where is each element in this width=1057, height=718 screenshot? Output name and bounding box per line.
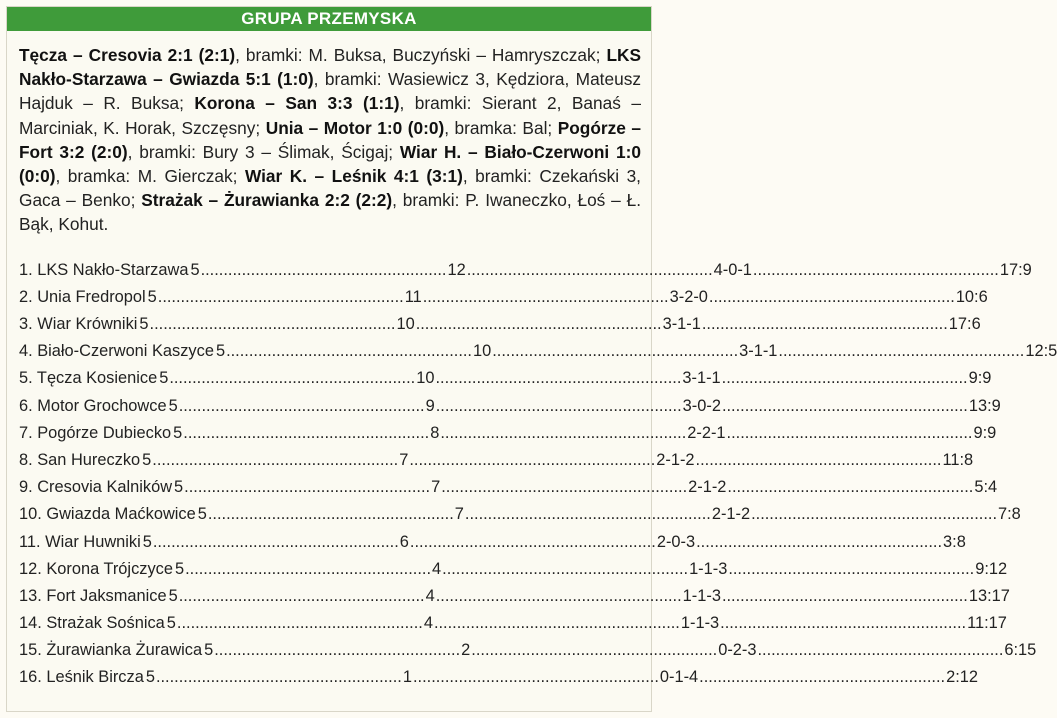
table-row (19, 447, 974, 474)
leader-dots (751, 501, 997, 528)
points: 10 (416, 369, 435, 388)
match-scorers: , bramki: Bury 3 – Ślimak, Ścigaj; (127, 141, 400, 162)
match-scorers: , bramki: Czekański 3, Gaca – Benko; (19, 166, 641, 211)
win-draw-loss: 1-1-3 (689, 559, 728, 578)
leader-dots (434, 610, 680, 637)
leader-dots (435, 365, 681, 392)
points: 7 (454, 505, 464, 524)
table-row (19, 393, 1001, 420)
team-stats (204, 637, 1036, 664)
points: 4 (432, 559, 442, 578)
team-stats (175, 556, 1007, 583)
team-name: 16. Leśnik Bircza (19, 668, 144, 687)
win-draw-loss: 0-2-3 (718, 641, 757, 660)
games-played: 5 (168, 586, 178, 605)
team-name: 3. Wiar Krówniki (19, 315, 138, 333)
goal-ratio: 7:8 (998, 505, 1021, 524)
match-score: Korona – San 3:3 (1:1) (194, 93, 400, 114)
games-played: 5 (145, 668, 155, 687)
team-name: 6. Motor Grochowce (19, 396, 167, 415)
games-played: 5 (166, 614, 176, 633)
goal-ratio: 10:6 (955, 287, 988, 306)
table-row (19, 529, 966, 556)
points: 10 (396, 315, 415, 333)
points: 2 (461, 641, 471, 660)
win-draw-loss: 3-2-0 (669, 287, 708, 306)
points: 4 (425, 586, 435, 605)
leader-dots (179, 393, 425, 420)
leader-dots (722, 583, 968, 610)
match-scorers: , bramki: M. Buksa, Buczyński – Hamryszczak; (235, 45, 607, 65)
games-played: 5 (215, 342, 226, 361)
match-results-paragraph (7, 31, 651, 243)
team-stats (139, 311, 980, 338)
leader-dots (442, 556, 688, 583)
leader-dots (169, 365, 415, 392)
team-stats (198, 501, 1021, 528)
goal-ratio: 9:12 (975, 559, 1008, 578)
team-stats (143, 529, 966, 556)
leader-dots (185, 556, 431, 583)
goal-ratio: 9:9 (973, 423, 997, 442)
leader-dots (702, 311, 948, 338)
win-draw-loss: 0-1-4 (659, 668, 699, 687)
match-score: Strażak – Żurawianka 2:2 (2:2) (141, 190, 393, 211)
win-draw-loss: 4-0-1 (713, 260, 752, 279)
games-played: 5 (204, 641, 214, 660)
win-draw-loss: 3-1-1 (682, 369, 721, 388)
points: 12 (447, 260, 466, 279)
win-draw-loss: 2-2-1 (687, 423, 726, 442)
table-row (19, 284, 988, 311)
team-stats (173, 420, 996, 447)
leader-dots (727, 474, 973, 501)
leader-dots (416, 311, 662, 338)
points: 1 (402, 668, 412, 687)
leader-dots (226, 338, 472, 365)
team-name: 5. Tęcza Kosienice (19, 369, 158, 388)
table-row (19, 365, 992, 392)
games-played: 5 (139, 315, 149, 333)
leader-dots (436, 393, 682, 420)
table-row (19, 583, 1010, 610)
goal-ratio: 12:5 (1025, 342, 1057, 361)
leader-dots (440, 420, 686, 447)
leader-dots (208, 501, 454, 528)
leader-dots (722, 393, 968, 420)
team-name: 7. Pogórze Dubiecko (19, 423, 172, 442)
leader-dots (413, 664, 659, 691)
leader-dots (441, 474, 687, 501)
leader-dots (492, 338, 738, 365)
leader-dots (201, 257, 447, 284)
leader-dots (214, 637, 460, 664)
leader-dots (471, 637, 717, 664)
table-row (19, 501, 1021, 528)
points: 4 (423, 614, 433, 633)
match-score: Wiar K. – Leśnik 4:1 (3:1) (244, 166, 463, 187)
leader-dots (709, 284, 955, 311)
match-score: Tęcza – Cresovia 2:1 (2:1) (19, 45, 236, 65)
goal-ratio: 11:8 (942, 450, 974, 469)
leader-dots (179, 583, 425, 610)
team-name: 4. Biało-Czerwoni Kaszyce (19, 342, 214, 361)
table-row (19, 556, 1008, 583)
article-box (6, 6, 1057, 712)
section-header (7, 7, 651, 31)
table-row (19, 664, 978, 691)
table-row (19, 474, 998, 501)
team-stats (216, 338, 1057, 365)
team-name: 14. Strażak Sośnica (19, 614, 165, 633)
team-name: 2. Unia Fredropol (19, 287, 146, 306)
match-score: Unia – Motor 1:0 (0:0) (265, 117, 445, 138)
match-scorers: , bramki: Sierant 2, Banaś – Marciniak, K. Horak, Szczęsny; (19, 93, 641, 138)
team-stats (148, 284, 988, 311)
games-played: 5 (168, 396, 178, 415)
team-name: 10. Gwiazda Maćkowice (19, 505, 196, 524)
leader-dots (436, 583, 682, 610)
win-draw-loss: 2-1-2 (688, 478, 727, 497)
games-played: 5 (173, 423, 183, 442)
points: 7 (399, 450, 409, 469)
team-stats (142, 447, 973, 474)
points: 8 (430, 423, 440, 442)
goal-ratio: 2:12 (946, 668, 978, 687)
games-played: 5 (174, 559, 185, 578)
table-row (19, 637, 1037, 664)
win-draw-loss: 3-1-1 (739, 342, 778, 361)
goal-ratio: 17:6 (948, 315, 981, 333)
leader-dots (423, 284, 669, 311)
section-title: GRUPA PRZEMYSKA (241, 9, 417, 28)
points: 10 (473, 342, 492, 361)
leader-dots (757, 637, 1003, 664)
leader-dots (158, 284, 404, 311)
leader-dots (183, 420, 429, 447)
games-played: 5 (159, 369, 169, 388)
match-scorers: , bramki: P. Iwaneczko, Łoś – Ł. Bąk, Kohut. (19, 190, 642, 235)
games-played: 5 (142, 450, 152, 469)
team-name: 12. Korona Trójczyce (19, 559, 173, 578)
leader-dots (696, 529, 942, 556)
team-name: 15. Żurawianka Żurawica (19, 641, 203, 660)
team-name: 1. LKS Nakło-Starzawa (19, 260, 189, 279)
table-row (19, 338, 1057, 365)
games-played: 5 (174, 478, 184, 497)
match-score: Wiar H. – Biało-Czerwoni 1:0 (0:0) (19, 141, 641, 187)
win-draw-loss: 3-0-2 (682, 396, 721, 415)
leader-dots (156, 664, 402, 691)
leader-dots (699, 664, 945, 691)
leader-dots (465, 501, 711, 528)
table-row (19, 257, 1032, 284)
match-score: LKS Nakło-Starzawa – Gwiazda 5:1 (1:0) (19, 45, 641, 90)
team-stats (146, 664, 978, 691)
games-played: 5 (142, 532, 152, 551)
points: 7 (431, 478, 441, 497)
leader-dots (409, 447, 655, 474)
points: 9 (425, 396, 435, 415)
win-draw-loss: 2-1-2 (656, 450, 695, 469)
win-draw-loss: 2-1-2 (711, 505, 751, 524)
match-score: Pogórze – Fort 3:2 (2:0) (19, 117, 641, 162)
match-scorers: , bramki: Wasiewicz 3, Kędziora, Mateusz Hajduk – R. Buksa; (19, 69, 641, 114)
win-draw-loss: 2-0-3 (656, 532, 696, 551)
goal-ratio: 3:8 (943, 532, 966, 551)
leader-dots (184, 474, 430, 501)
standings-table (7, 257, 1057, 692)
leader-dots (152, 447, 398, 474)
games-played: 5 (147, 287, 157, 306)
games-played: 5 (197, 505, 207, 524)
goal-ratio: 11:17 (967, 614, 1007, 633)
team-name: 9. Cresovia Kalników (19, 478, 173, 497)
points: 6 (399, 532, 409, 551)
team-stats (159, 365, 991, 392)
leader-dots (778, 338, 1024, 365)
team-stats (167, 610, 1007, 637)
team-stats (169, 393, 1001, 420)
goal-ratio: 17:9 (999, 260, 1032, 279)
leader-dots (410, 529, 656, 556)
leader-dots (720, 610, 966, 637)
table-row (19, 610, 1007, 637)
leader-dots (727, 420, 973, 447)
leader-dots (150, 311, 396, 338)
leader-dots (467, 257, 713, 284)
match-scorers: , bramka: M. Gierczak; (55, 166, 245, 187)
team-stats (174, 474, 997, 501)
team-name: 11. Wiar Huwniki (19, 532, 141, 551)
win-draw-loss: 3-1-1 (662, 315, 701, 333)
goal-ratio: 9:9 (968, 369, 992, 388)
leader-dots (722, 365, 968, 392)
leader-dots (728, 556, 974, 583)
leader-dots (696, 447, 942, 474)
points: 11 (404, 287, 422, 306)
games-played: 5 (190, 260, 200, 279)
team-name: 8. San Hureczko (19, 450, 141, 469)
team-name: 13. Fort Jaksmanice (19, 586, 167, 605)
leader-dots (753, 257, 999, 284)
leader-dots (153, 529, 399, 556)
team-stats (169, 583, 1010, 610)
win-draw-loss: 1-1-3 (680, 614, 720, 633)
table-row (19, 420, 997, 447)
team-stats (190, 257, 1031, 284)
goal-ratio: 13:9 (968, 396, 1001, 415)
win-draw-loss: 1-1-3 (682, 586, 721, 605)
match-scorers: , bramka: Bal; (444, 117, 558, 138)
goal-ratio: 5:4 (974, 478, 998, 497)
goal-ratio: 6:15 (1004, 641, 1037, 660)
table-row (19, 311, 981, 338)
goal-ratio: 13:17 (968, 586, 1010, 605)
leader-dots (177, 610, 423, 637)
